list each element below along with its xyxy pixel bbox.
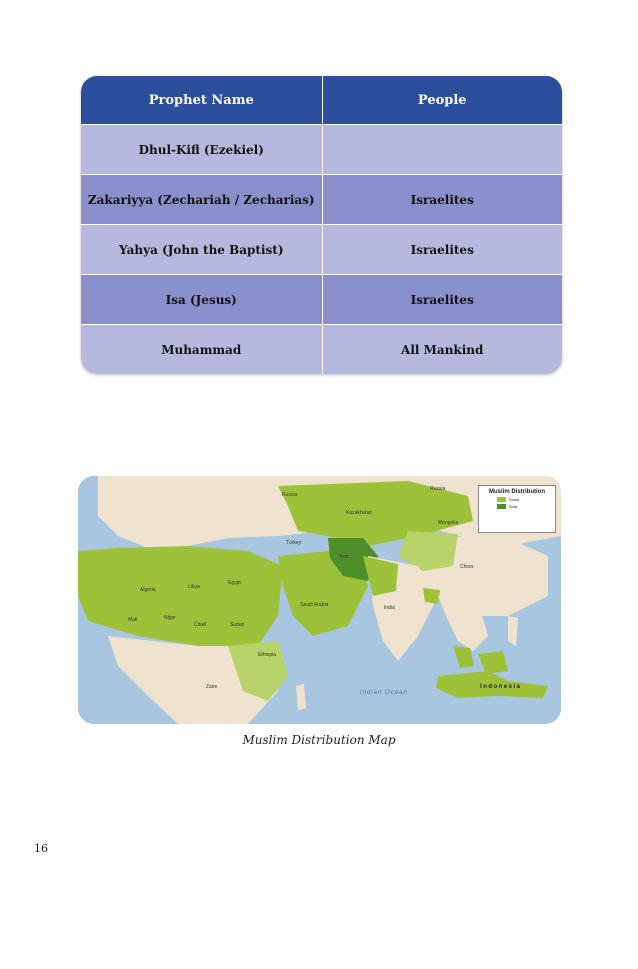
map-label-russia-west: Russia bbox=[282, 492, 298, 498]
map-label-sudan: Sudan bbox=[230, 622, 245, 628]
muslim-distribution-map bbox=[78, 476, 561, 724]
map-label-algeria: Algeria bbox=[140, 587, 156, 593]
people-cell: Israelites bbox=[322, 175, 562, 225]
prophet-name-cell: Dhul-Kifl (Ezekiel) bbox=[81, 125, 322, 175]
map-caption: Muslim Distribution Map bbox=[242, 733, 396, 747]
bangladesh-sunni bbox=[423, 588, 440, 604]
map-legend bbox=[478, 485, 556, 533]
header-prophet-name: Prophet Name bbox=[81, 76, 322, 125]
people-cell bbox=[322, 125, 562, 175]
map-label-mongolia: Mongolia bbox=[438, 520, 459, 526]
legend-label: Sunni bbox=[509, 497, 520, 502]
map-label-ethiopia: Ethiopia bbox=[258, 652, 277, 658]
map-label-libya: Libya bbox=[188, 584, 200, 590]
table-row bbox=[81, 125, 562, 175]
page-number: 16 bbox=[34, 842, 48, 855]
legend-item bbox=[497, 497, 555, 502]
table-row bbox=[81, 325, 562, 375]
map-label-niger: Niger bbox=[164, 615, 176, 621]
map-label-china: China bbox=[460, 564, 474, 570]
map-label-indian-ocean: Indian Ocean bbox=[360, 690, 408, 696]
table-row bbox=[81, 175, 562, 225]
legend-swatch-sunni bbox=[497, 497, 506, 502]
table-row bbox=[81, 275, 562, 325]
prophet-name-cell: Zakariyya (Zechariah / Zecharias) bbox=[81, 175, 322, 225]
people-cell: Israelites bbox=[322, 275, 562, 325]
people-cell: Israelites bbox=[322, 225, 562, 275]
prophet-name-cell: Isa (Jesus) bbox=[81, 275, 322, 325]
map-label-zaire: Zaire bbox=[206, 684, 218, 690]
header-people: People bbox=[322, 76, 562, 125]
map-label-chad: Chad bbox=[194, 622, 206, 628]
map-label-mali: Mali bbox=[128, 617, 138, 623]
map-label-iran: Iran bbox=[340, 554, 349, 560]
map-label-saudi-arabia: Saudi Arabia bbox=[300, 602, 329, 608]
map-label-egypt: Egypt bbox=[228, 580, 241, 586]
legend-swatch-shia bbox=[497, 504, 506, 509]
legend-label: Shia bbox=[509, 504, 518, 509]
map-label-kazakhstan: Kazakhstan bbox=[346, 510, 373, 516]
legend-item bbox=[497, 504, 555, 509]
prophet-name-cell: Yahya (John the Baptist) bbox=[81, 225, 322, 275]
map-label-india: India bbox=[384, 605, 395, 611]
legend-title: Muslim Distribution bbox=[489, 489, 545, 495]
map-label-russia-east: Russia bbox=[430, 486, 446, 492]
table-header-row bbox=[81, 76, 562, 125]
prophets-table bbox=[81, 76, 562, 374]
map-label-indonesia: Indonesia bbox=[480, 684, 522, 690]
prophet-name-cell: Muhammad bbox=[81, 325, 322, 375]
map-label-turkey: Turkey bbox=[286, 540, 302, 546]
table-row bbox=[81, 225, 562, 275]
people-cell: All Mankind bbox=[322, 325, 562, 375]
